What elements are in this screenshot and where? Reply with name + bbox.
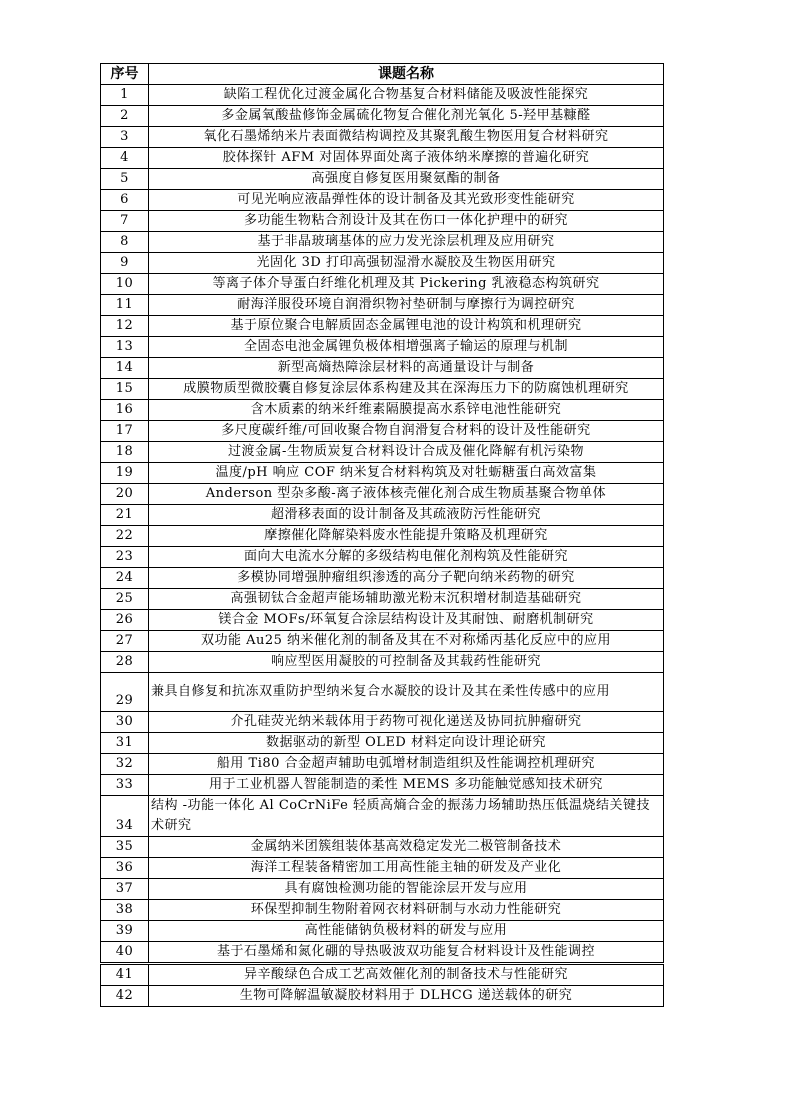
row-number: 9: [101, 253, 149, 274]
row-title: 镁合金 MOFs/环氧复合涂层结构设计及其耐蚀、耐磨机制研究: [149, 610, 664, 631]
row-number: 40: [101, 942, 149, 964]
table-row: [101, 526, 664, 547]
row-title: 高性能储钠负极材料的研发与应用: [149, 921, 664, 942]
project-table-container: [100, 63, 663, 1007]
row-number: 18: [101, 442, 149, 463]
table-row: [101, 232, 664, 253]
table-row: [101, 295, 664, 316]
table-row: [101, 547, 664, 568]
row-number: 35: [101, 837, 149, 858]
project-table: [100, 63, 664, 1007]
table-row: [101, 900, 664, 921]
table-row: [101, 190, 664, 211]
row-number: 32: [101, 754, 149, 775]
table-row: [101, 921, 664, 942]
row-number: 42: [101, 986, 149, 1007]
row-title: 金属纳米团簇组装体基高效稳定发光二极管制备技术: [149, 837, 664, 858]
row-number: 37: [101, 879, 149, 900]
row-number: 14: [101, 358, 149, 379]
row-number: 16: [101, 400, 149, 421]
row-number: 38: [101, 900, 149, 921]
row-number: 27: [101, 631, 149, 652]
table-row: [101, 652, 664, 673]
row-title: 基于非晶玻璃基体的应力发光涂层机理及应用研究: [149, 232, 664, 253]
row-title: 环保型抑制生物附着网衣材料研制与水动力性能研究: [149, 900, 664, 921]
table-header-row: [101, 64, 664, 85]
table-row: [101, 253, 664, 274]
table-row: [101, 442, 664, 463]
row-title: 生物可降解温敏凝胶材料用于 DLHCG 递送载体的研究: [149, 986, 664, 1007]
row-title: 结构 -功能一体化 Al CoCrNiFe 轻质高熵合金的振荡力场辅助热压低温烧结关键技术研究: [149, 796, 664, 837]
row-title: 成膜物质型微胶囊自修复涂层体系构建及其在深海压力下的防腐蚀机理研究: [149, 379, 664, 400]
row-number: 24: [101, 568, 149, 589]
row-title: 氧化石墨烯纳米片表面微结构调控及其聚乳酸生物医用复合材料研究: [149, 127, 664, 148]
row-title: 异辛酸绿色合成工艺高效催化剂的制备技术与性能研究: [149, 964, 664, 986]
row-title: 可见光响应液晶弹性体的设计制备及其光致形变性能研究: [149, 190, 664, 211]
row-number: 13: [101, 337, 149, 358]
row-title: 全固态电池金属锂负极体相增强离子输运的原理与机制: [149, 337, 664, 358]
row-number: 20: [101, 484, 149, 505]
table-row: [101, 631, 664, 652]
table-row: [101, 127, 664, 148]
table-row: [101, 274, 664, 295]
row-title: 数据驱动的新型 OLED 材料定向设计理论研究: [149, 733, 664, 754]
table-row: [101, 712, 664, 733]
row-title: 多模协同增强肿瘤组织渗透的高分子靶向纳米药物的研究: [149, 568, 664, 589]
table-row: [101, 610, 664, 631]
row-number: 39: [101, 921, 149, 942]
row-number: 33: [101, 775, 149, 796]
table-row: [101, 421, 664, 442]
row-title: 海洋工程装备精密加工用高性能主轴的研发及产业化: [149, 858, 664, 879]
table-row: [101, 400, 664, 421]
row-title: 船用 Ti80 合金超声辅助电弧增材制造组织及性能调控机理研究: [149, 754, 664, 775]
row-number: 25: [101, 589, 149, 610]
table-row: [101, 589, 664, 610]
table-row: [101, 463, 664, 484]
row-title: 高强度自修复医用聚氨酯的制备: [149, 169, 664, 190]
row-number: 1: [101, 85, 149, 106]
table-row: [101, 316, 664, 337]
row-title: 新型高熵热障涂层材料的高通量设计与制备: [149, 358, 664, 379]
row-number: 31: [101, 733, 149, 754]
table-row: [101, 796, 664, 837]
row-number: 41: [101, 964, 149, 986]
row-number: 34: [101, 796, 149, 837]
table-row: [101, 484, 664, 505]
table-row: [101, 505, 664, 526]
table-row: [101, 169, 664, 190]
row-number: 29: [101, 673, 149, 712]
row-title: 基于原位聚合电解质固态金属锂电池的设计构筑和机理研究: [149, 316, 664, 337]
row-title: 多尺度碳纤维/可回收聚合物自润滑复合材料的设计及性能研究: [149, 421, 664, 442]
row-title: 面向大电流水分解的多级结构电催化剂构筑及性能研究: [149, 547, 664, 568]
row-title: 双功能 Au25 纳米催化剂的制备及其在不对称烯丙基化反应中的应用: [149, 631, 664, 652]
row-number: 17: [101, 421, 149, 442]
row-number: 28: [101, 652, 149, 673]
row-title: 温度/pH 响应 COF 纳米复合材料构筑及对牡蛎糖蛋白高效富集: [149, 463, 664, 484]
header-title: 课题名称: [149, 64, 664, 85]
header-number: 序号: [101, 64, 149, 85]
table-row: [101, 148, 664, 169]
table-row: [101, 733, 664, 754]
row-number: 5: [101, 169, 149, 190]
table-row: [101, 942, 664, 964]
row-title: 基于石墨烯和氮化硼的导热吸波双功能复合材料设计及性能调控: [149, 942, 664, 964]
table-row: [101, 379, 664, 400]
row-number: 22: [101, 526, 149, 547]
table-row: [101, 85, 664, 106]
row-number: 36: [101, 858, 149, 879]
row-title: 用于工业机器人智能制造的柔性 MEMS 多功能触觉感知技术研究: [149, 775, 664, 796]
row-title: 耐海洋服役环境自润滑织物衬垫研制与摩擦行为调控研究: [149, 295, 664, 316]
row-number: 30: [101, 712, 149, 733]
row-title: 含木质素的纳米纤维素隔膜提高水系锌电池性能研究: [149, 400, 664, 421]
row-number: 4: [101, 148, 149, 169]
row-number: 19: [101, 463, 149, 484]
row-number: 15: [101, 379, 149, 400]
row-title: 过渡金属-生物质炭复合材料设计合成及催化降解有机污染物: [149, 442, 664, 463]
row-title: 兼具自修复和抗冻双重防护型纳米复合水凝胶的设计及其在柔性传感中的应用: [149, 673, 664, 712]
row-title: 摩擦催化降解染料废水性能提升策略及机理研究: [149, 526, 664, 547]
row-title: 具有腐蚀检测功能的智能涂层开发与应用: [149, 879, 664, 900]
row-title: 缺陷工程优化过渡金属化合物基复合材料储能及吸波性能探究: [149, 85, 664, 106]
table-row: [101, 879, 664, 900]
table-row: [101, 211, 664, 232]
table-row: [101, 837, 664, 858]
table-row: [101, 858, 664, 879]
row-title: 超滑移表面的设计制备及其疏液防污性能研究: [149, 505, 664, 526]
row-title: 响应型医用凝胶的可控制备及其载药性能研究: [149, 652, 664, 673]
row-title: 多金属氧酸盐修饰金属硫化物复合催化剂光氧化 5-羟甲基糠醛: [149, 106, 664, 127]
row-number: 7: [101, 211, 149, 232]
row-number: 23: [101, 547, 149, 568]
table-row: [101, 568, 664, 589]
table-row: [101, 673, 664, 712]
row-number: 11: [101, 295, 149, 316]
table-row: [101, 337, 664, 358]
row-title: Anderson 型杂多酸-离子液体核壳催化剂合成生物质基聚合物单体: [149, 484, 664, 505]
row-number: 10: [101, 274, 149, 295]
row-title: 等离子体介导蛋白纤维化机理及其 Pickering 乳液稳态构筑研究: [149, 274, 664, 295]
row-title: 光固化 3D 打印高强韧湿滑水凝胶及生物医用研究: [149, 253, 664, 274]
row-title: 高强韧钛合金超声能场辅助激光粉末沉积增材制造基础研究: [149, 589, 664, 610]
row-title: 多功能生物粘合剂设计及其在伤口一体化护理中的研究: [149, 211, 664, 232]
row-number: 3: [101, 127, 149, 148]
row-number: 6: [101, 190, 149, 211]
row-number: 2: [101, 106, 149, 127]
row-title: 介孔硅荧光纳米载体用于药物可视化递送及协同抗肿瘤研究: [149, 712, 664, 733]
table-row: [101, 986, 664, 1007]
row-number: 21: [101, 505, 149, 526]
table-row: [101, 775, 664, 796]
row-number: 8: [101, 232, 149, 253]
row-number: 26: [101, 610, 149, 631]
table-row: [101, 964, 664, 986]
row-title: 胶体探针 AFM 对固体界面处离子液体纳米摩擦的普遍化研究: [149, 148, 664, 169]
table-row: [101, 754, 664, 775]
row-number: 12: [101, 316, 149, 337]
table-row: [101, 358, 664, 379]
table-row: [101, 106, 664, 127]
table-body: [101, 85, 664, 1007]
